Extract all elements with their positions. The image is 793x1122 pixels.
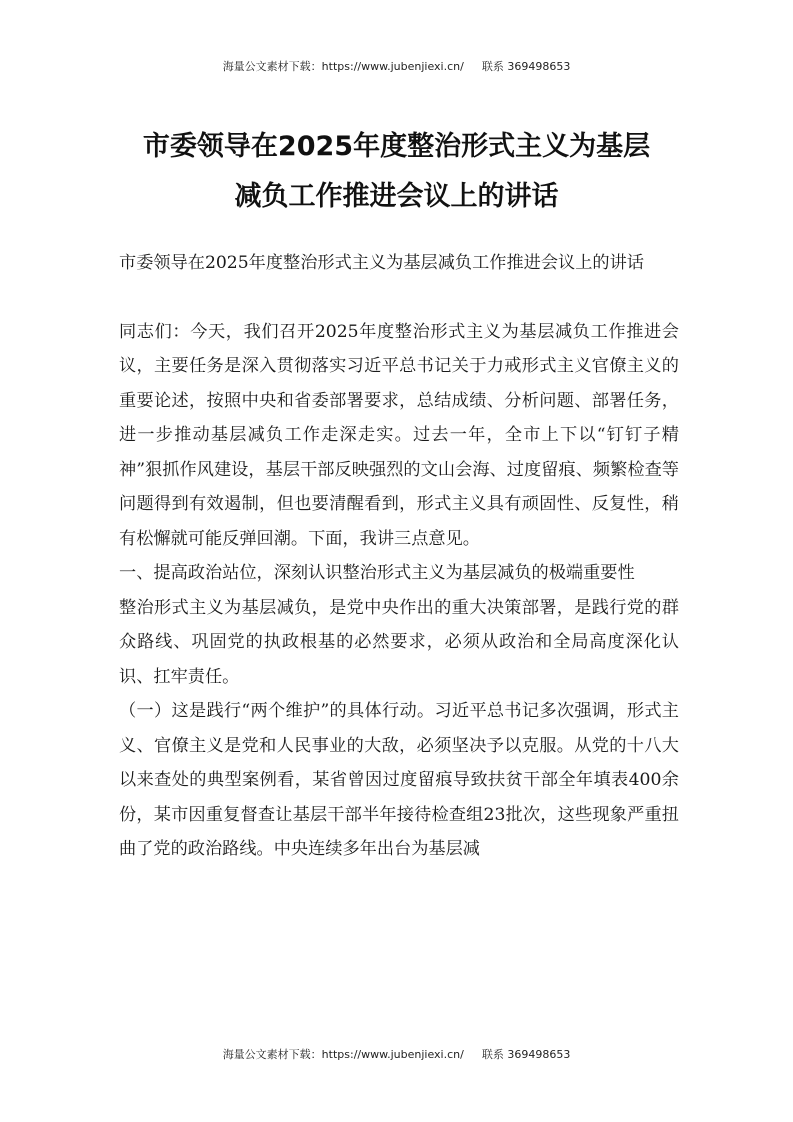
footer-download-text: 海量公文素材下载：https://www.jubenjiexi.cn/: [222, 1048, 464, 1061]
document-title: [100, 122, 693, 222]
title-line-2: 减负工作推进会议上的讲话: [234, 181, 559, 212]
page-footer: [0, 1046, 793, 1062]
header-contact-text: 联系 369498653: [481, 60, 571, 73]
subsection-1-paragraph: （一）这是践行“两个维护”的具体行动。习近平总书记多次强调，形式主义、官僚主义是党和人民事业的大敌，必须坚决予以克服。从党的十八大以来查处的典型案例看，某省曾因过度留痕导致扶贫干部全年填表400余份，某市因重复督查让基层干部半年接待检查组23批次，这些现象严重扭曲了党的政治路线。中央连续多年出台为基层减: [119, 701, 679, 859]
section-heading-1: 一、提高政治站位，深刻认识整治形式主义为基层减负的极端重要性: [119, 563, 635, 583]
subtitle-paragraph: 市委领导在2025年度整治形式主义为基层减负工作推进会议上的讲话: [119, 253, 644, 273]
footer-contact-text: 联系 369498653: [481, 1048, 571, 1061]
section-1-paragraph: 整治形式主义为基层减负，是党中央作出的重大决策部署，是践行党的群众路线、巩固党的执政根基的必然要求，必须从政治和全局高度深化认识、扛牢责任。: [119, 597, 679, 687]
header-download-text: 海量公文素材下载：https://www.jubenjiexi.cn/: [222, 60, 464, 73]
document-body: [119, 246, 679, 867]
opening-paragraph: 同志们：今天，我们召开2025年度整治形式主义为基层减负工作推进会议，主要任务是深入贯彻落实习近平总书记关于力戒形式主义官僚主义的重要论述，按照中央和省委部署要求，总结成绩、分析问题、部署任务，进一步推动基层减负工作走深走实。过去一年，全市上下以“钉钉子精神”狠抓作风建设，基层干部反映强烈的文山会海、过度留痕、频繁检查等问题得到有效遏制，但也要清醒看到，形式主义具有顽固性、反复性，稍有松懈就可能反弹回潮。下面，我讲三点意见。: [119, 321, 679, 549]
title-line-1: 市委领导在2025年度整治形式主义为基层: [142, 131, 651, 162]
page-header: [0, 58, 793, 74]
